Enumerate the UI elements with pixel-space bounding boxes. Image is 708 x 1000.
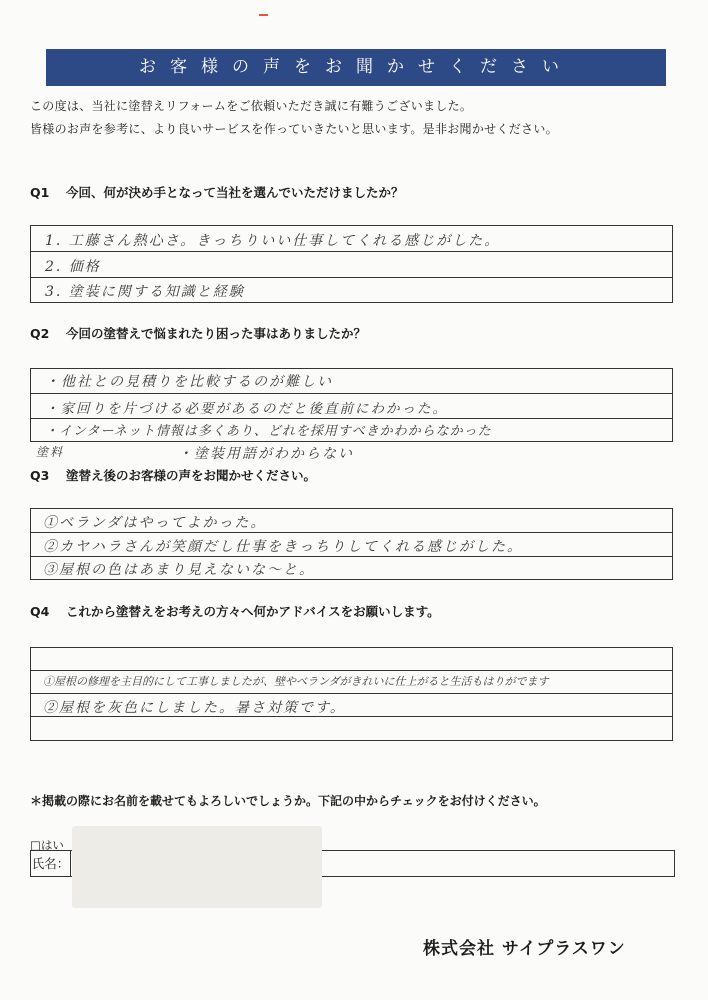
question-text: 今回、何が決め手となって当社を選んでいただけましたか？ xyxy=(66,185,404,200)
handwritten-answer: ①屋根の修理を主目的にして工事しましたが、壁やベランダがきれいに仕上がると生活もはりがでます xyxy=(43,675,549,688)
answer-line xyxy=(31,278,672,302)
answer-line xyxy=(31,252,672,278)
publish-note: ＊掲載の際にお名前を載せてもよろしいでしょうか。下記の中からチェックをお付けください。 xyxy=(30,794,546,808)
question-1 xyxy=(30,183,404,201)
question-3 xyxy=(30,466,316,484)
company-name: 株式会社 サイプラスワン xyxy=(423,939,626,959)
name-label: 氏名： xyxy=(31,851,71,876)
answer-line xyxy=(31,671,672,694)
answer-line xyxy=(31,648,672,671)
handwritten-answer: 3. 塗装に関する知識と経験 xyxy=(45,284,245,300)
question-number: Q1 xyxy=(30,185,50,200)
intro-line-1: この度は、当社に塗替えリフォームをご依頼いただき誠に有難うございました。 xyxy=(30,99,473,113)
red-mark xyxy=(259,14,268,16)
handwritten-answer: ・インターネット情報は多くあり、どれを採用すべきかわからなかった xyxy=(45,424,492,439)
question-number: Q3 xyxy=(30,468,50,483)
answer-line xyxy=(31,226,672,252)
answer-line xyxy=(31,717,672,740)
page-title: お客様の声をお聞かせください xyxy=(46,49,666,86)
answer-box-3[interactable] xyxy=(30,508,673,580)
answer-line xyxy=(31,694,672,717)
handwritten-answer: ②カヤハラさんが笑顔だし仕事をきっちりしてくれる感じがした。 xyxy=(43,539,523,555)
answer-box-4[interactable] xyxy=(30,647,673,741)
answer-line xyxy=(31,394,672,419)
handwritten-answer: ③屋根の色はあまり見えないな〜と。 xyxy=(43,562,315,578)
checkbox-yes[interactable]: □はい xyxy=(30,838,64,852)
handwritten-answer: ①ベランダはやってよかった。 xyxy=(43,515,267,531)
handwritten-answer: 塗料 xyxy=(36,445,65,459)
answer-line xyxy=(31,557,672,579)
handwritten-answer: ・他社との見積りを比較するのが難しい xyxy=(45,374,333,390)
question-number: Q2 xyxy=(30,326,50,341)
answer-line xyxy=(31,369,672,394)
question-text: 塗替え後のお客様の声をお聞かせください。 xyxy=(66,468,317,483)
handwritten-answer: 1. 工藤さん熱心さ。きっちりいい仕事してくれる感じがした。 xyxy=(45,233,501,249)
answer-line xyxy=(31,533,672,557)
answer-box-2[interactable] xyxy=(30,368,673,442)
question-number: Q4 xyxy=(30,604,50,619)
intro-line-2: 皆様のお声を参考に、より良いサービスを作っていきたいと思います。是非お聞かせください。 xyxy=(30,122,558,136)
question-2 xyxy=(30,324,366,342)
redacted-area xyxy=(72,826,322,908)
answer-box-1[interactable] xyxy=(30,225,673,303)
question-text: これから塗替えをお考えの方々へ何かアドバイスをお願いします。 xyxy=(66,604,440,619)
handwritten-answer: ②屋根を灰色にしました。暑さ対策です。 xyxy=(43,700,346,716)
question-text: 今回の塗替えで悩まれたり困った事はありましたか？ xyxy=(66,326,367,341)
handwritten-answer: ・家回りを片づける必要があるのだと後直前にわかった。 xyxy=(45,401,448,417)
answer-line xyxy=(31,419,672,441)
handwritten-answer: ・塗装用語がわからない xyxy=(178,446,354,462)
answer-line xyxy=(31,509,672,533)
question-4 xyxy=(30,602,440,620)
handwritten-answer: 2. 価格 xyxy=(45,259,101,275)
